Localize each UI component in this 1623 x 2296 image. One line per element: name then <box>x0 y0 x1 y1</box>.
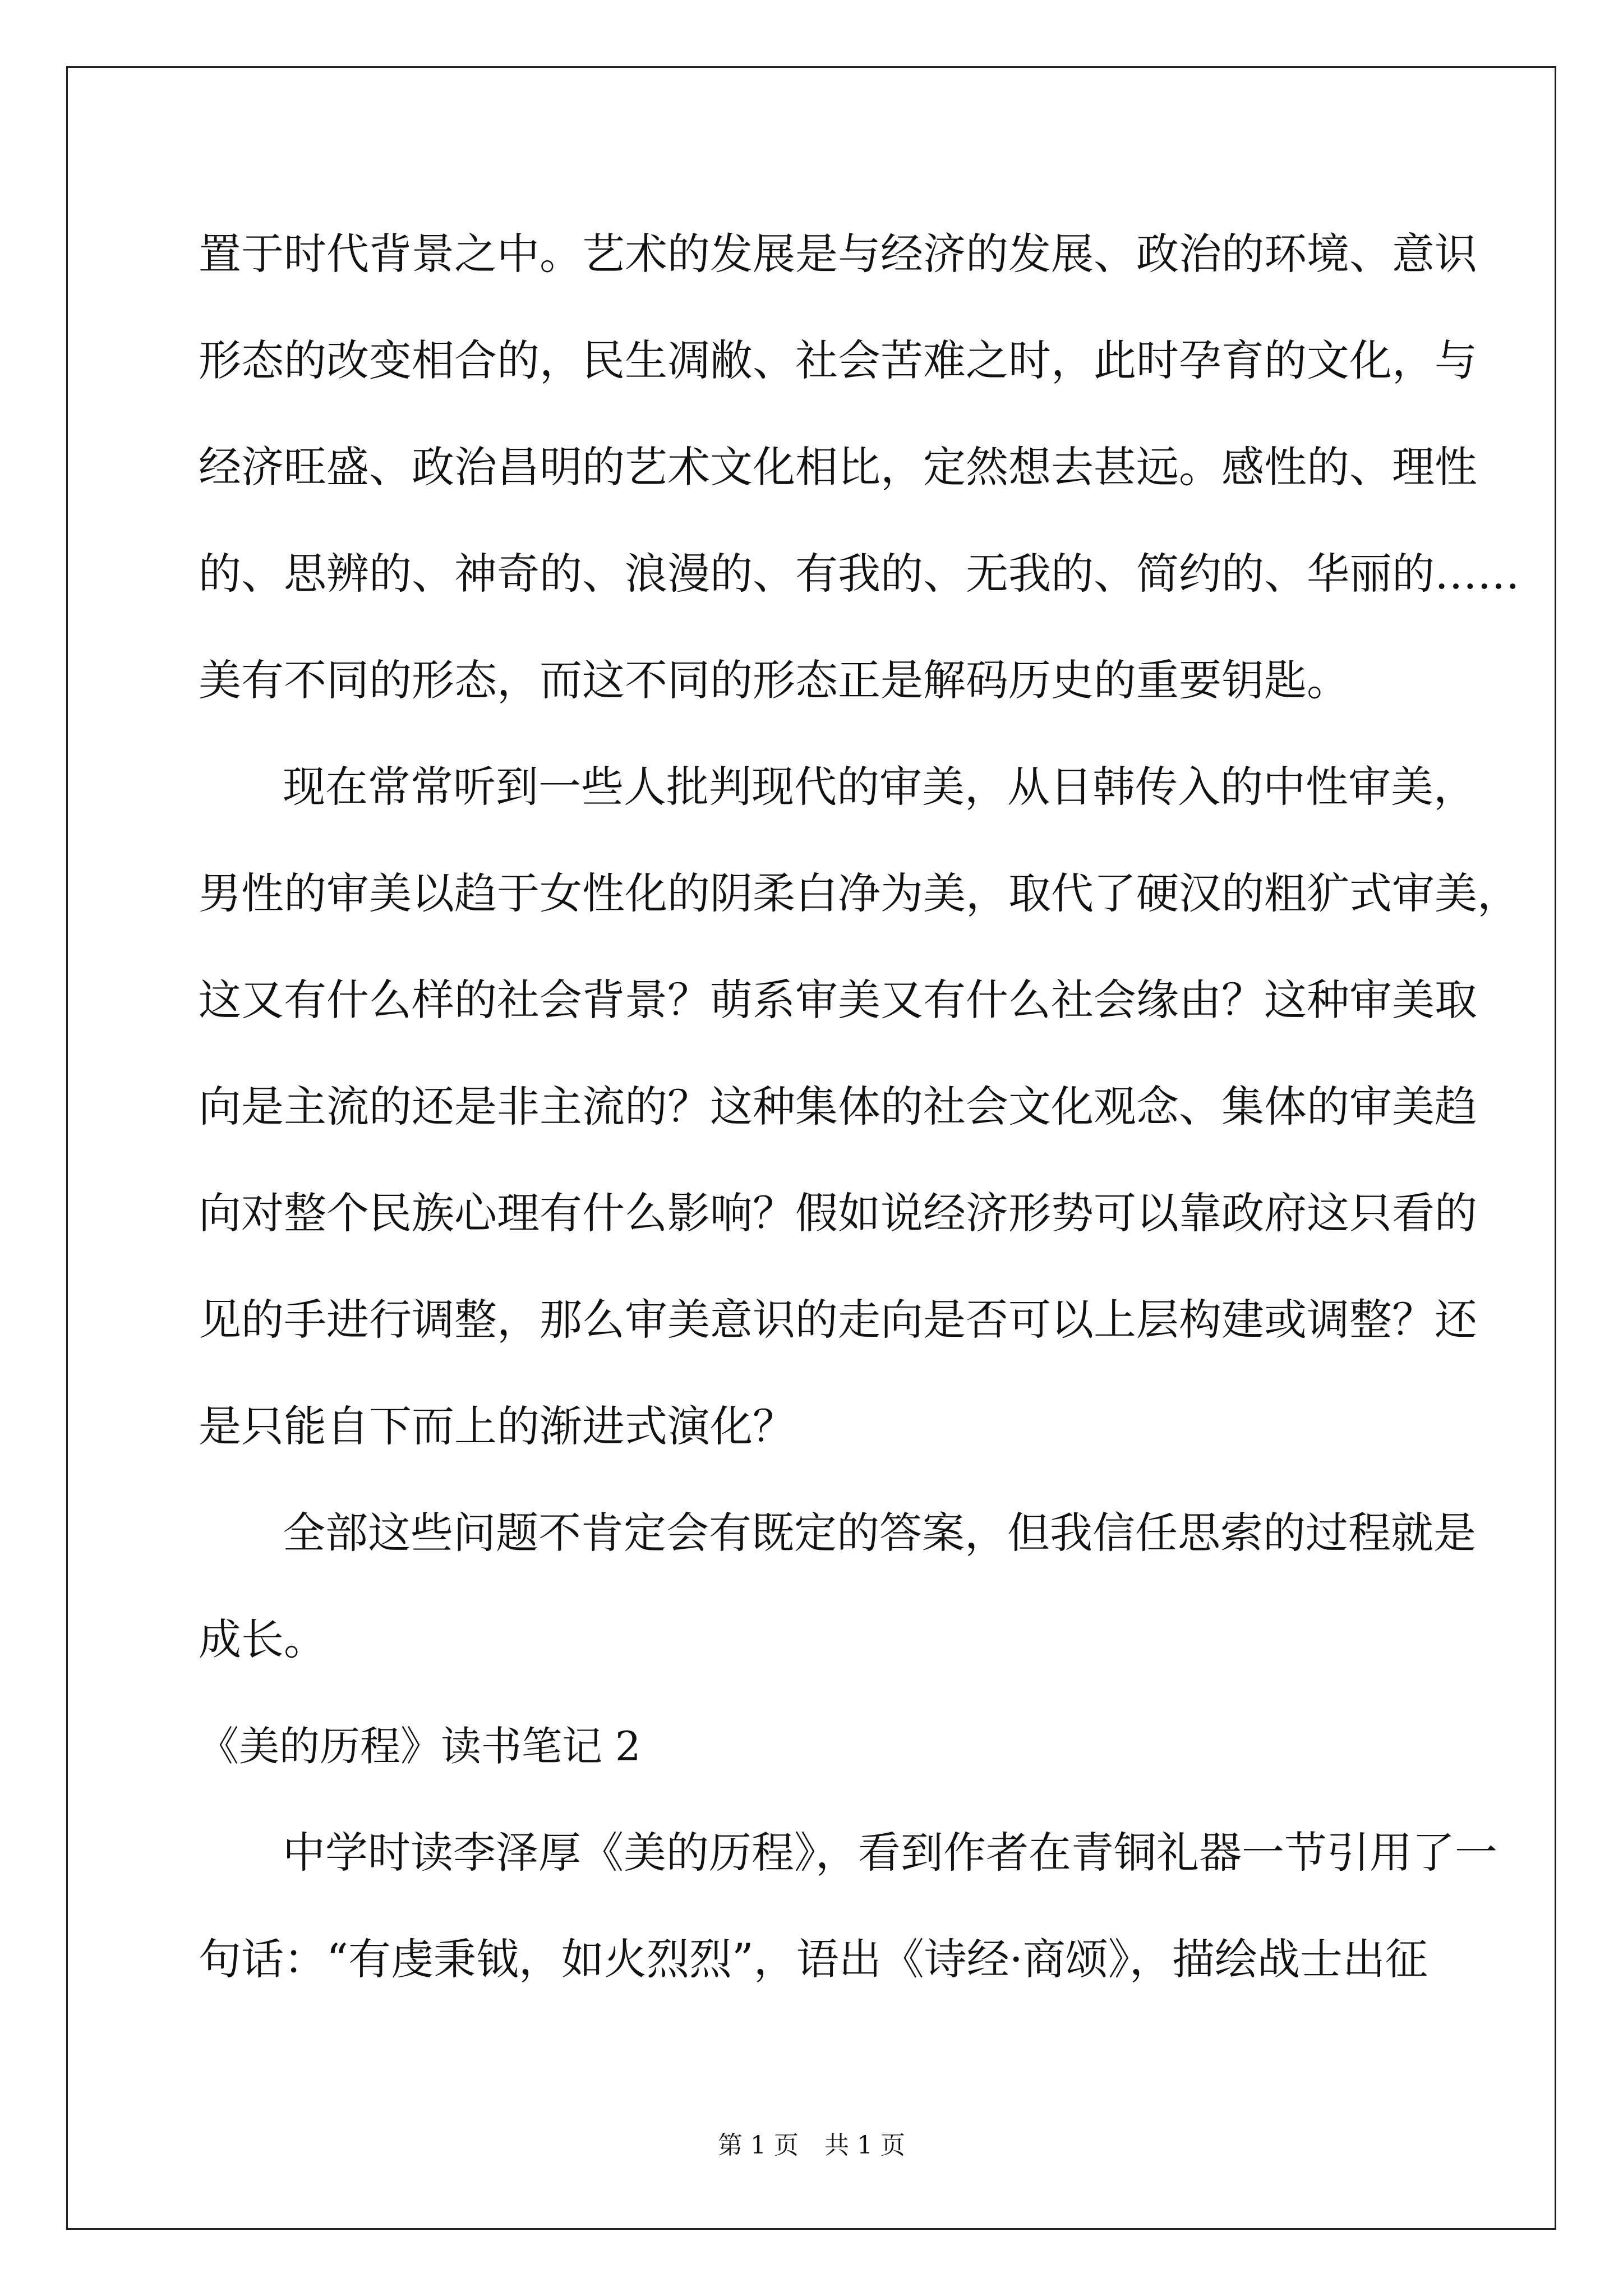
text-line-1: 置于时代背景之中。艺术的发展是与经济的发展、政治的环境、意识 <box>199 229 1477 279</box>
text-line-3: 经济旺盛、政治昌明的艺术文化相比，定然想去甚远。感性的、理性 <box>199 442 1477 492</box>
text-line-15: 中学时读李泽厚《美的历程》，看到作者在青铜礼器一节引用了一 <box>283 1828 1497 1878</box>
text-line-4: 的、思辨的、神奇的、浪漫的、有我的、无我的、简约的、华丽的…… <box>199 549 1520 599</box>
text-line-2: 形态的改变相合的，民生凋敝、社会苦难之时，此时孕育的文化，与 <box>199 335 1477 385</box>
text-line-8: 这又有什么样的社会背景？萌系审美又有什么社会缘由？这种审美取 <box>199 975 1477 1025</box>
page-total: 共 1 页 <box>824 2131 905 2160</box>
section-heading: 《美的历程》读书笔记 2 <box>199 1723 641 1770</box>
text-line-6: 现在常常听到一些人批判现代的审美，从日韩传入的中性审美， <box>283 762 1476 812</box>
page-number: 第 1 页 <box>718 2131 799 2160</box>
document-body <box>199 201 1520 2013</box>
text-line-16: 句话：“有虔秉钺，如火烈烈”，语出《诗经·商颂》，描绘战士出征 <box>199 1934 1428 1984</box>
text-line-9: 向是主流的还是非主流的？这种集体的社会文化观念、集体的审美趋 <box>199 1082 1477 1131</box>
text-line-11: 见的手进行调整，那么审美意识的走向是否可以上层构建或调整？还 <box>199 1295 1477 1345</box>
text-line-13: 全部这些问题不肯定会有既定的答案，但我信任思索的过程就是 <box>283 1508 1476 1558</box>
page-footer <box>0 2129 1623 2162</box>
text-line-12: 是只能自下而上的渐进式演化？ <box>199 1401 795 1451</box>
text-line-10: 向对整个民族心理有什么影响？假如说经济形势可以靠政府这只看的 <box>199 1188 1477 1238</box>
text-line-7: 男性的审美以趋于女性化的阴柔白净为美，取代了硬汉的粗犷式审美， <box>199 868 1520 918</box>
text-line-5: 美有不同的形态，而这不同的形态正是解码历史的重要钥匙。 <box>199 655 1349 705</box>
text-line-14: 成长。 <box>199 1614 326 1664</box>
